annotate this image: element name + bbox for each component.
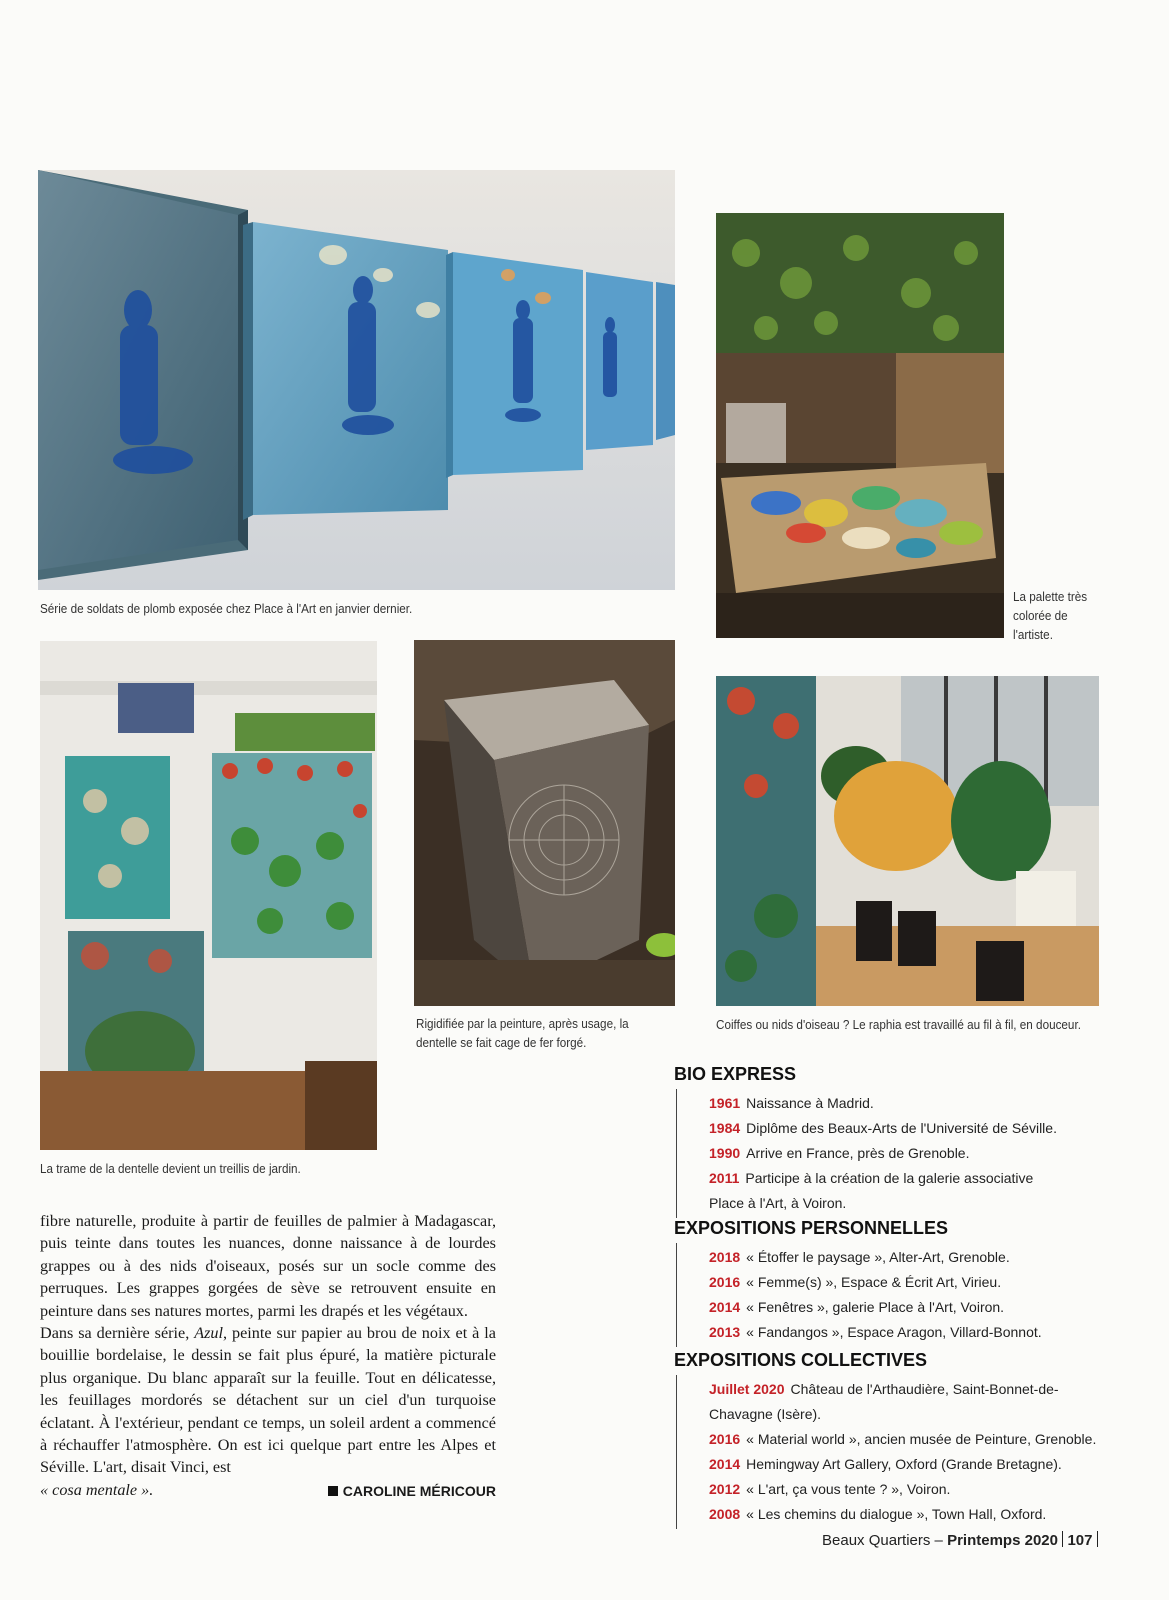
- year: 2013: [709, 1324, 741, 1340]
- year: 2018: [709, 1249, 741, 1265]
- list-item: [709, 1141, 1114, 1166]
- expo-coll-section: [674, 1350, 1114, 1529]
- expo-perso-section: [674, 1218, 1114, 1347]
- entry-text: « Material world », ancien musée de Peinture, Grenoble.: [746, 1431, 1097, 1447]
- list-item: [709, 1320, 1114, 1345]
- bio-express-section: [674, 1064, 1114, 1218]
- article-p2-rest: , peinte sur papier au brou de noix et à la bouillie bordelaise, le dessin se fait plus épuré, la matière picturale plus organique. Du blanc apparaît sur la feuille. Tout en délicatesse, les feuillages mordorés se détachent sur un ciel d'un turquoise éclatant. À l'extérieur, pendant ce temps, un soleil ardent a commencé à réchauffer l'atmosphère. On est ici quelque part entre les Alpes et Séville. L'art, disait Vinci, est: [40, 1324, 496, 1477]
- year: 2014: [709, 1456, 741, 1472]
- year: 2008: [709, 1506, 741, 1522]
- year: 2016: [709, 1274, 741, 1290]
- year: Juillet 2020: [709, 1381, 785, 1397]
- entry-text: « Femme(s) », Espace & Écrit Art, Virieu.: [746, 1274, 1002, 1290]
- divider: [1097, 1531, 1099, 1547]
- list-item: [709, 1166, 1049, 1216]
- quote: « cosa mentale ».: [40, 1480, 154, 1499]
- list-item: [709, 1502, 1114, 1527]
- page-footer: [822, 1531, 1102, 1549]
- caption-lace: Rigidifiée par la peinture, après usage, la dentelle se fait cage de fer forgé.: [416, 1016, 629, 1050]
- expo-perso-list: [676, 1243, 1114, 1347]
- series-title: Azul: [194, 1324, 223, 1343]
- square-bullet-icon: [328, 1486, 338, 1496]
- article-body: [40, 1210, 496, 1502]
- list-item: [709, 1270, 1114, 1295]
- entry-text: « Étoffer le paysage », Alter-Art, Grenoble.: [746, 1249, 1010, 1265]
- year: 1961: [709, 1095, 741, 1111]
- year: 1984: [709, 1120, 741, 1136]
- entry-text: « Les chemins du dialogue », Town Hall, Oxford.: [746, 1506, 1047, 1522]
- footer-dash: –: [930, 1532, 948, 1549]
- divider: [1062, 1531, 1064, 1547]
- entry-text: Hemingway Art Gallery, Oxford (Grande Bretagne).: [746, 1456, 1062, 1472]
- year: 2014: [709, 1299, 741, 1315]
- author-name: CAROLINE MÉRICOUR: [342, 1482, 496, 1499]
- expo-coll-title: EXPOSITIONS COLLECTIVES: [674, 1350, 928, 1370]
- list-item: [709, 1477, 1114, 1502]
- caption-trellis: La trame de la dentelle devient un treillis de jardin.: [40, 1161, 301, 1176]
- article-paragraph-1: fibre naturelle, produite à partir de feuilles de palmier à Madagascar, puis teinte dans toutes les nuances, donne naissance à de lourdes grappes ou à des nids d'oiseaux, posés sur un socle comme des perruques. Les grappes gorgées de sève se retrouvent ensuite en peinture dans ses natures mortes, parmi les drapés et les végétaux.: [40, 1212, 496, 1320]
- year: 2011: [709, 1170, 740, 1186]
- list-item: [709, 1427, 1114, 1452]
- photo-soldiers-series: [38, 170, 675, 590]
- article-paragraph-2: [40, 1322, 496, 1479]
- author-byline: [328, 1480, 496, 1502]
- list-item: [709, 1295, 1114, 1320]
- entry-text: Château de l'Arthaudière, Saint-Bonnet-de-Chavagne (Isère).: [709, 1381, 1059, 1422]
- list-item: [709, 1377, 1069, 1427]
- year: 2012: [709, 1481, 741, 1497]
- list-item: [709, 1452, 1114, 1477]
- entry-text: Participe à la création de la galerie associative Place à l'Art, à Voiron.: [709, 1170, 1034, 1211]
- expo-perso-title: EXPOSITIONS PERSONNELLES: [674, 1218, 949, 1238]
- bio-express-title: BIO EXPRESS: [674, 1064, 797, 1084]
- entry-text: « Fenêtres », galerie Place à l'Art, Voiron.: [746, 1299, 1005, 1315]
- article-closing-line: [40, 1479, 496, 1501]
- photo-trellis-wall: [40, 641, 377, 1150]
- caption-raffia: Coiffes ou nids d'oiseau ? Le raphia est travaillé au fil à fil, en douceur.: [716, 1017, 1081, 1032]
- magazine-name: Beaux Quartiers: [822, 1532, 931, 1549]
- entry-text: « Fandangos », Espace Aragon, Villard-Bonnot.: [746, 1324, 1042, 1340]
- year: 2016: [709, 1431, 741, 1447]
- entry-text: Naissance à Madrid.: [746, 1095, 874, 1111]
- article-p2-start: Dans sa dernière série,: [40, 1324, 195, 1343]
- year: 1990: [709, 1145, 741, 1161]
- photo-lace-cube: [414, 640, 675, 1006]
- entry-text: Diplôme des Beaux-Arts de l'Université de Séville.: [746, 1120, 1057, 1136]
- photo-palette: [716, 213, 1004, 638]
- list-item: [709, 1245, 1114, 1270]
- list-item: [709, 1091, 1114, 1116]
- page-number: 107: [1067, 1532, 1093, 1549]
- bio-express-list: [676, 1089, 1114, 1218]
- caption-palette: La palette très colorée de l'artiste.: [1013, 589, 1088, 642]
- photo-raffia-nests: [716, 676, 1099, 1006]
- list-item: [709, 1116, 1114, 1141]
- expo-coll-list: [676, 1375, 1114, 1529]
- entry-text: « L'art, ça vous tente ? », Voiron.: [746, 1481, 951, 1497]
- entry-text: Arrive en France, près de Grenoble.: [746, 1145, 970, 1161]
- caption-soldiers: Série de soldats de plomb exposée chez Place à l'Art en janvier dernier.: [40, 601, 413, 616]
- issue-name: Printemps 2020: [947, 1532, 1058, 1549]
